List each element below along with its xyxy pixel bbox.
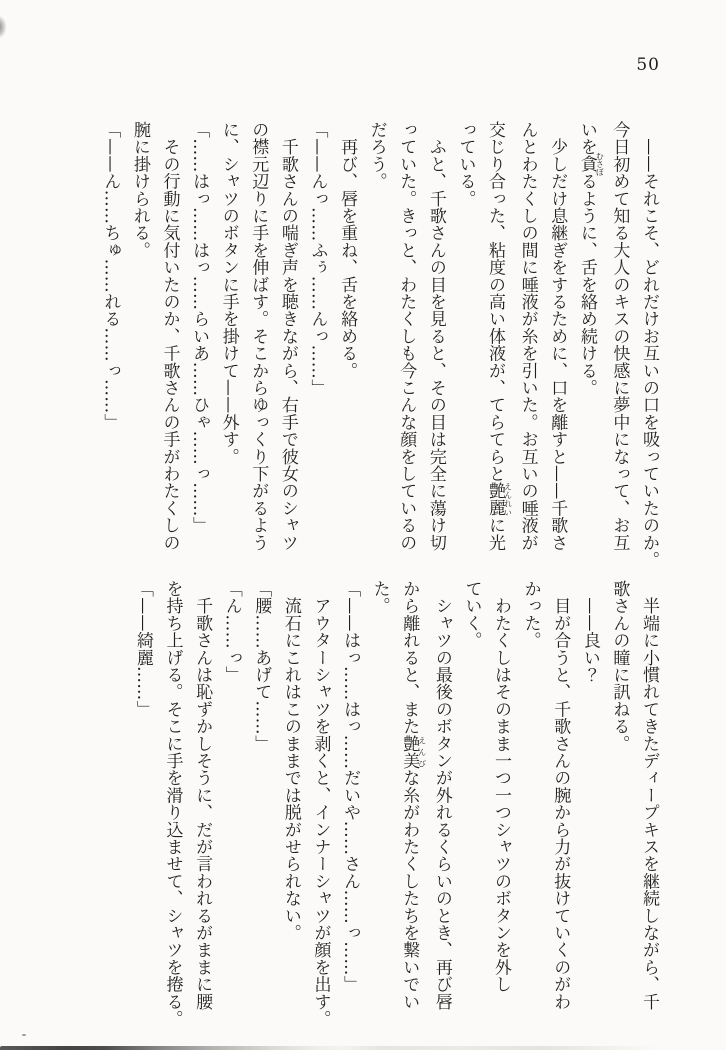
bottom-text-block <box>127 580 663 1032</box>
text-column: から離れると、また艶美えんびな糸がわたくしたちを繋いでい <box>399 580 427 1011</box>
text-column: 「——綺麗……」 <box>132 580 153 718</box>
text-column: を持ち上げる。そこに手を滑り込ませて、シャツを捲る。 <box>162 580 183 1028</box>
text-column: 少しだけ息継ぎをするために、口を離すと——千歌さ <box>547 121 568 551</box>
text-column: ていく。 <box>461 580 482 649</box>
text-column: に、シャツのボタンに手を掛けて——外す。 <box>218 121 239 465</box>
text-column: 「——ん……ちゅ……れる……っ……」 <box>100 121 121 431</box>
text-column: ——良い？ <box>579 580 600 684</box>
text-column: アウターシャツを剥くと、インナーシャツが顔を出す。 <box>310 580 331 1028</box>
text-column: 歌さんの瞳に訊ねる。 <box>609 580 630 752</box>
text-column: 再び、唇を重ね、舌を絡める。 <box>337 121 358 379</box>
text-column: 「腰……あげて……」 <box>251 580 272 752</box>
text-column: の襟元辺りに手を伸ばす。そこからゆっくり下がるよう <box>248 121 269 551</box>
text-column: その行動に気付いたのか、千歌さんの手がわたくしの <box>159 121 180 551</box>
text-column: 目が合うと、千歌さんの腕から力が抜けていくのがわ <box>550 580 571 1010</box>
text-column: 「——んっ……ふぅ……んっ……」 <box>307 121 328 397</box>
text-column: 「……はっ……はっ……らいあ……ひゃ……っ……」 <box>189 121 210 534</box>
page-number: 50 <box>636 55 660 75</box>
text-column: 「ん……っ」 <box>221 580 242 684</box>
text-column: 流石にこれはこのままでは脱がせられない。 <box>280 580 301 942</box>
text-column: っていた。きっと、わたくしも今こんな顔をしているの <box>396 121 417 551</box>
text-column: 千歌さんの喘ぎ声を聴きながら、右手で彼女のシャツ <box>277 121 298 551</box>
text-column: んとわたくしの間に唾液が糸を引いた。お互いの唾液が <box>517 121 538 551</box>
scan-artifact-line <box>0 1046 660 1050</box>
top-text-block <box>95 121 663 573</box>
text-column: ふと、千歌さんの目を見ると、その目は完全に蕩け切 <box>425 121 446 551</box>
text-column: いを貪むさぼるように、舌を絡め続ける。 <box>576 121 605 397</box>
text-column: かった。 <box>520 580 541 649</box>
text-column: シャツの最後のボタンが外れるくらいのとき、再び唇 <box>431 580 452 1010</box>
text-column: ——それこそ、どれだけお互いの口を吸っていたのか。 <box>639 121 659 569</box>
text-column: だろう。 <box>366 121 387 190</box>
scan-dot <box>22 1034 26 1036</box>
text-column: 半端に小慣れてきたディープキスを継続しながら、千 <box>639 580 659 1010</box>
text-column: 千歌さんは恥ずかしそうに、だが言われるがままに腰 <box>192 580 213 1010</box>
text-column: 交じり合った、粘度の高い体液が、てらてらと艶麗えんれいに光 <box>485 121 513 552</box>
text-column: っている。 <box>455 121 476 207</box>
text-column: 「——はっ……はっ……だいや……さん……っ……」 <box>340 580 361 993</box>
scan-smudge <box>0 16 6 38</box>
text-column: 腕に掛けられる。 <box>129 121 150 259</box>
text-column: た。 <box>369 580 390 615</box>
text-column: わたくしはそのまま一つ一つシャツのボタンを外し <box>491 580 512 993</box>
text-column: 今日初めて知る大人のキスの快感に夢中になって、お互 <box>609 121 630 551</box>
